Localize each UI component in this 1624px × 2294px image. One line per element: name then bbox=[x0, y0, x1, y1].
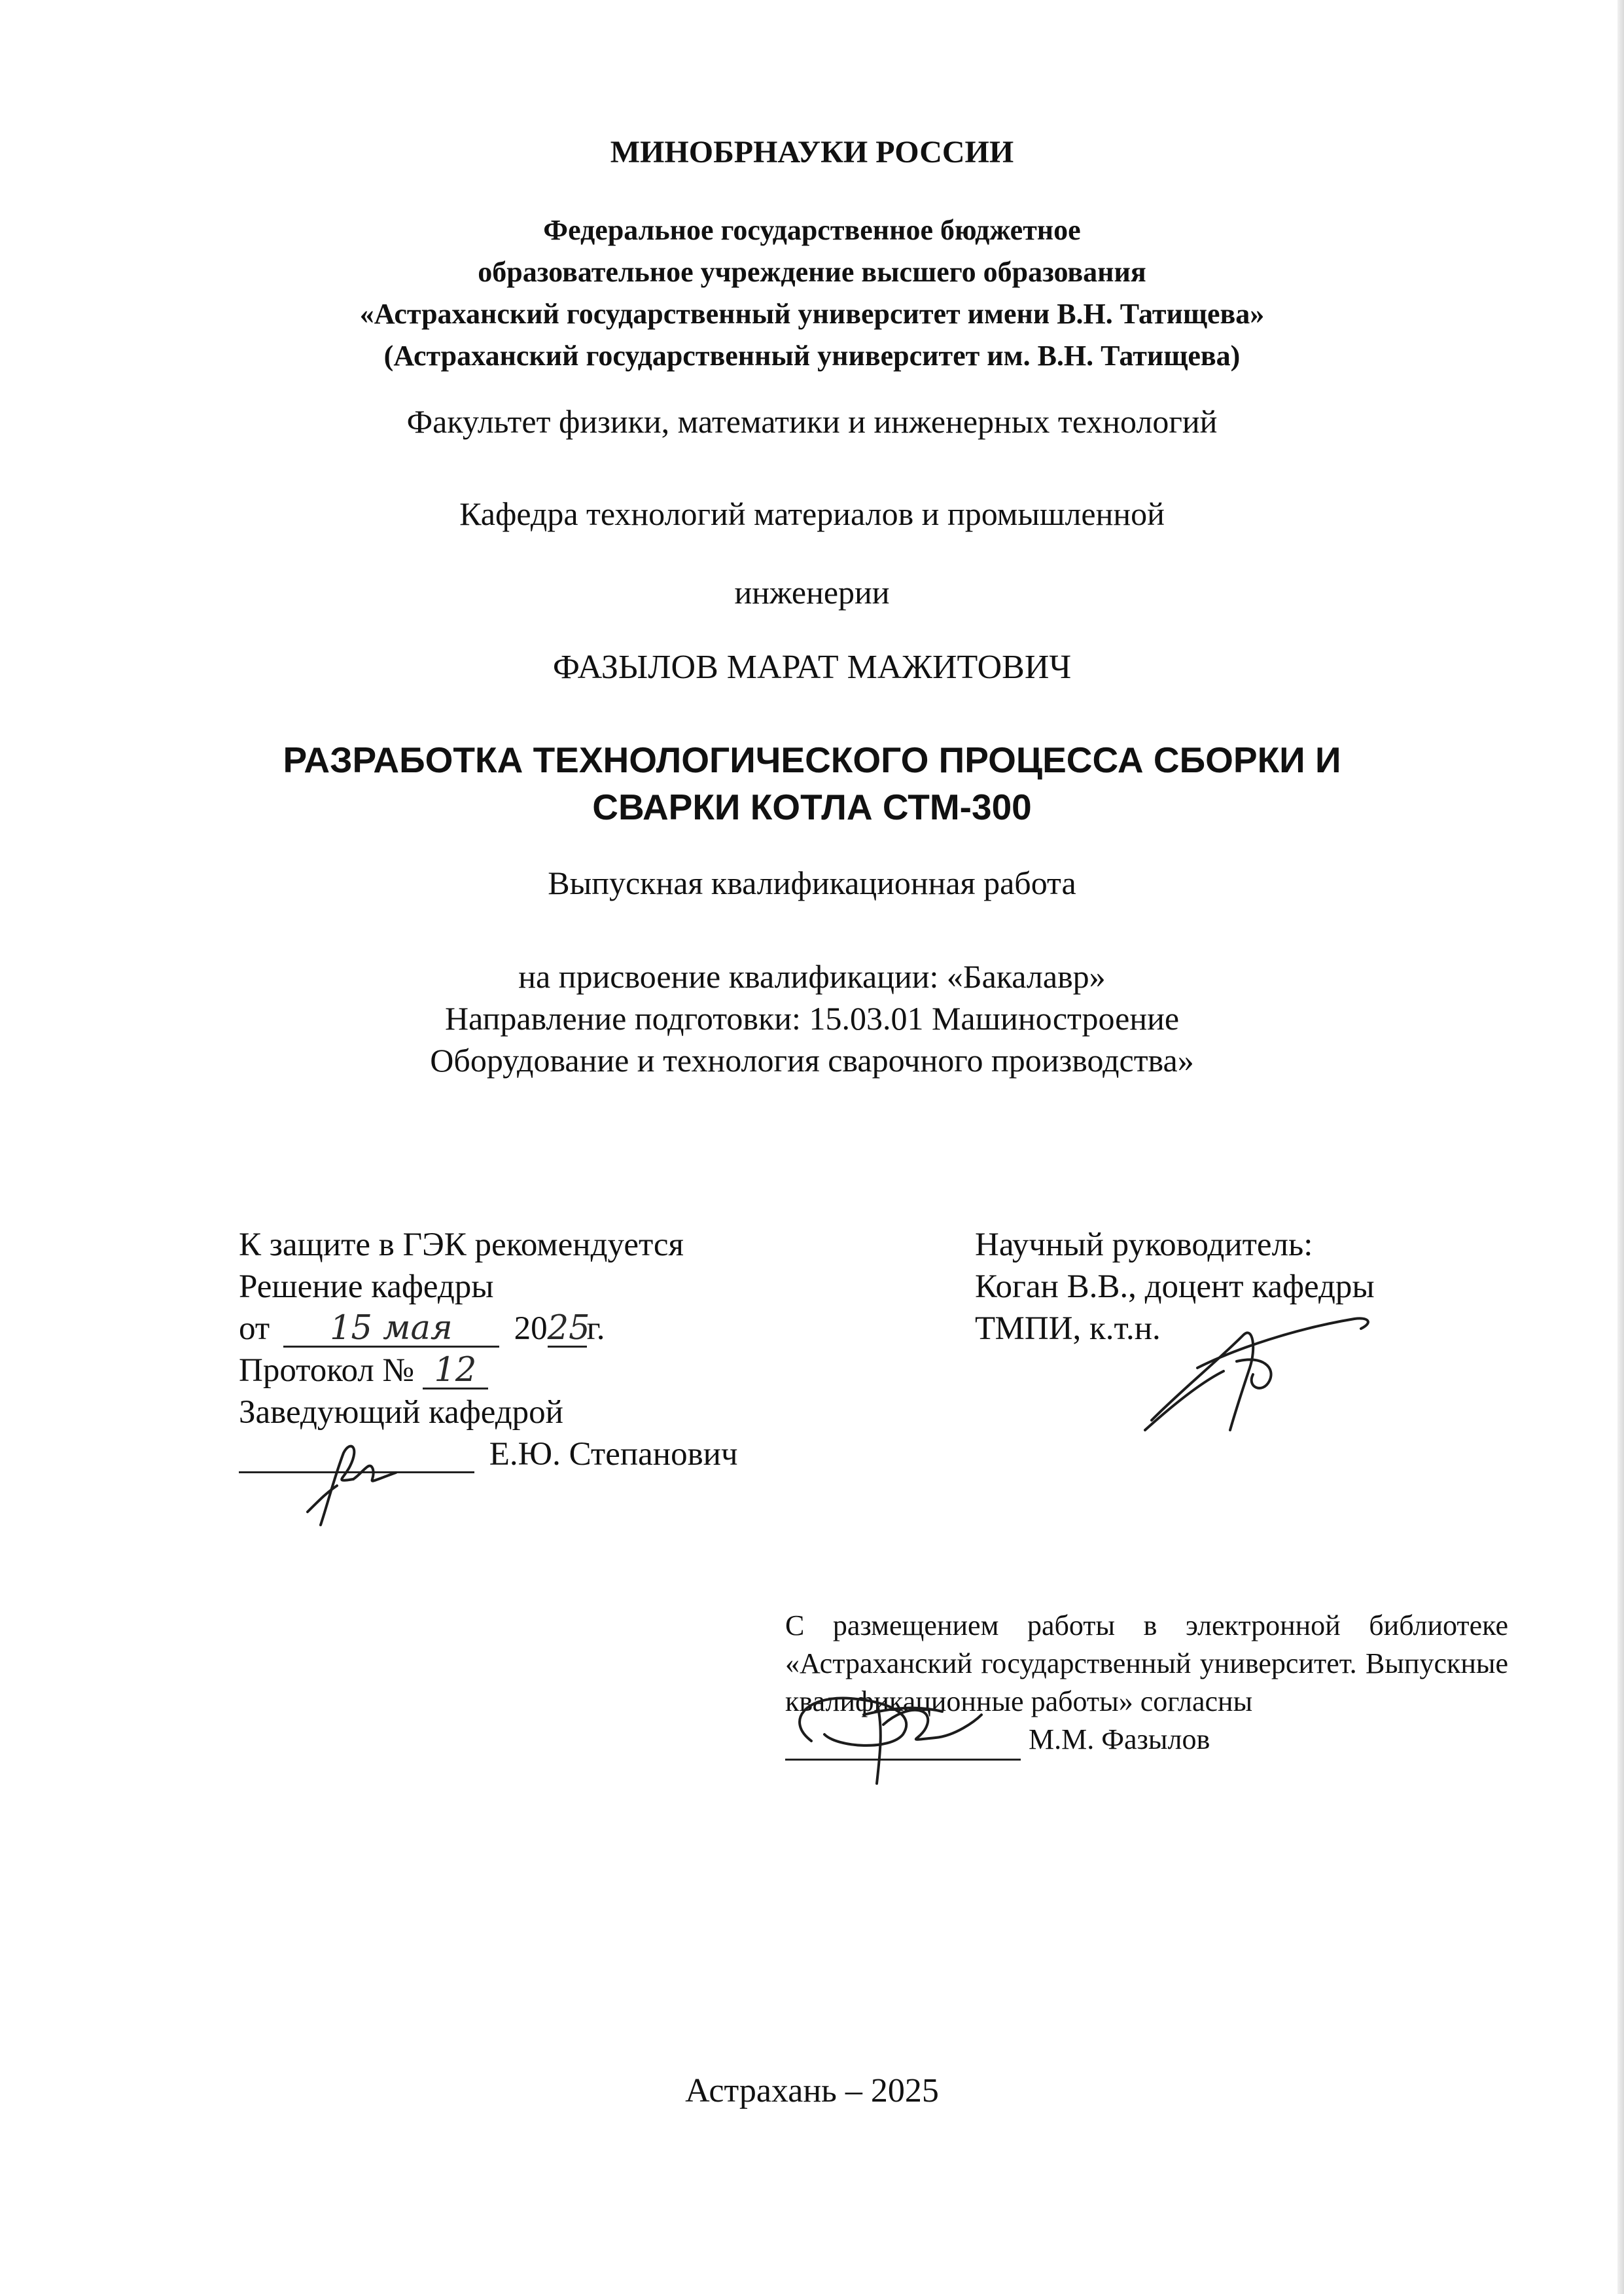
faculty-name: Факультет физики, математики и инженерных технологий bbox=[406, 403, 1218, 440]
year-end: г. bbox=[586, 1310, 605, 1347]
qualification-line-2: Направление подготовки: 15.03.01 Машиностроение bbox=[444, 1000, 1180, 1037]
consent-name: М.М. Фазылов bbox=[1029, 1723, 1210, 1755]
work-type: Выпускная квалификационная работа bbox=[548, 865, 1076, 901]
city-year: Астрахань – 2025 bbox=[685, 2072, 939, 2109]
handwritten-date: 15 мая bbox=[283, 1312, 499, 1348]
thesis-title bbox=[0, 736, 1624, 831]
thesis-title-line-1: РАЗРАБОТКА ТЕХНОЛОГИЧЕСКОГО ПРОЦЕССА СБОРКИ И bbox=[283, 740, 1341, 780]
ministry-heading: МИНОБРНАУКИ РОССИИ bbox=[610, 135, 1014, 170]
institution-line-1: Федеральное государственное бюджетное bbox=[543, 214, 1081, 246]
defense-line-2: Решение кафедры bbox=[239, 1268, 494, 1305]
defense-line-1: К защите в ГЭК рекомендуется bbox=[239, 1227, 684, 1263]
thesis-title-line-2: СВАРКИ КОТЛА СТМ-300 bbox=[592, 787, 1032, 827]
protocol-label: Протокол № bbox=[239, 1352, 415, 1389]
department-line-1: Кафедра технологий материалов и промышленной bbox=[459, 495, 1165, 532]
supervisor-line-3: ТМПИ, к.т.н. bbox=[975, 1310, 1161, 1347]
qualification-block bbox=[0, 956, 1624, 1081]
head-signature bbox=[281, 1433, 412, 1532]
supervisor-label: Научный руководитель: bbox=[975, 1227, 1313, 1263]
year-prefix: 20 bbox=[514, 1310, 548, 1347]
institution-block bbox=[0, 209, 1624, 377]
qualification-line-3: Оборудование и технология сварочного производства» bbox=[430, 1042, 1194, 1079]
supervisor-line-2: Коган В.В., доцент кафедры bbox=[975, 1268, 1375, 1305]
defense-date-line bbox=[239, 1308, 828, 1350]
author-name: ФАЗЫЛОВ МАРАТ МАЖИТОВИЧ bbox=[552, 649, 1072, 686]
handwritten-protocol-number: 12 bbox=[423, 1353, 488, 1389]
date-prefix: от bbox=[239, 1310, 270, 1347]
protocol-line bbox=[239, 1350, 828, 1391]
head-label: Заведующий кафедрой bbox=[239, 1394, 563, 1431]
institution-line-3: «Астраханский государственный университет имени В.Н. Татищева» bbox=[359, 298, 1265, 330]
handwritten-year: 25 bbox=[547, 1309, 590, 1348]
qualification-line-1: на присвоение квалификации: «Бакалавр» bbox=[518, 958, 1106, 995]
supervisor-signature bbox=[1139, 1309, 1387, 1440]
head-name: Е.Ю. Степанович bbox=[489, 1436, 738, 1473]
consent-text: С размещением работы в электронной библиотеке «Астраханский государственный университет. Выпускные квалификационные работы» согласны bbox=[785, 1609, 1508, 1717]
department-line-2: инженерии bbox=[734, 574, 890, 611]
institution-line-4: (Астраханский государственный университет им. В.Н. Татищева) bbox=[383, 340, 1241, 372]
institution-line-2: образовательное учреждение высшего образования bbox=[478, 256, 1146, 288]
student-signature bbox=[785, 1676, 1008, 1787]
department-block bbox=[0, 475, 1624, 632]
